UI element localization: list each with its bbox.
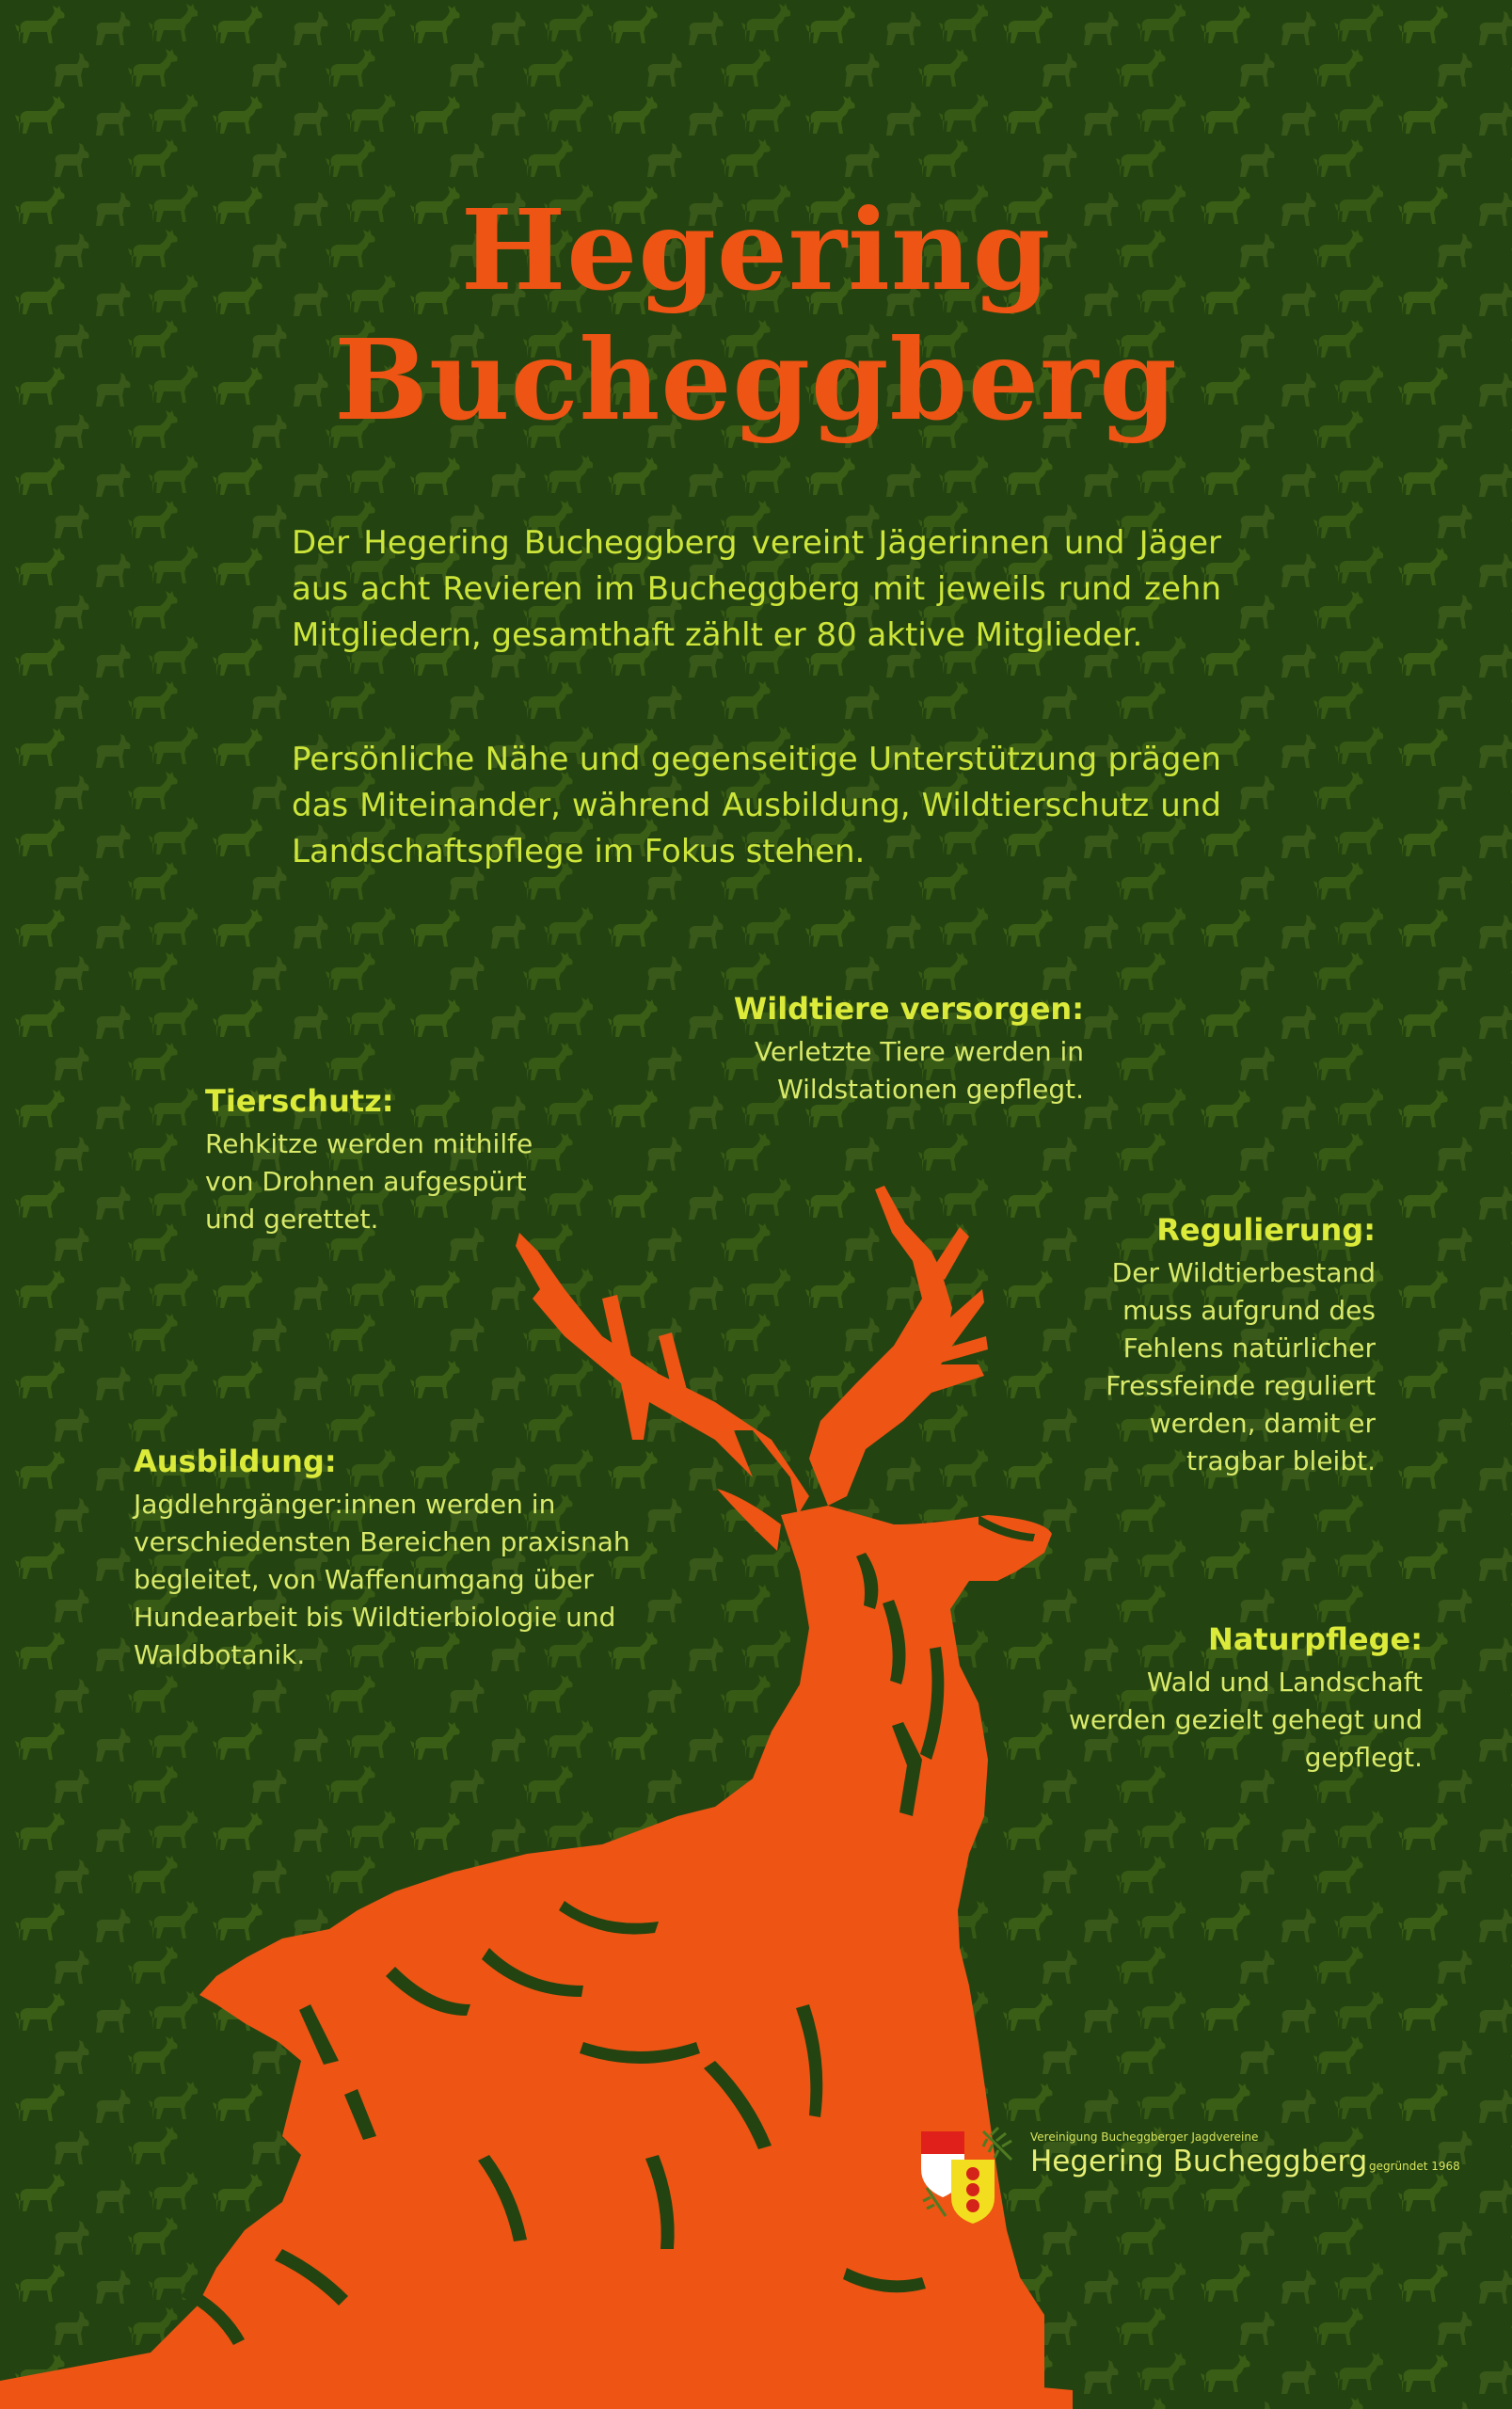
topic-tierschutz bbox=[205, 1082, 581, 1238]
topic-heading: Ausbildung: bbox=[134, 1444, 337, 1479]
page-title-line-1: Hegering bbox=[460, 184, 1052, 315]
topic-text: Wald und Landschaft werden gezielt gehegt und gepflegt. bbox=[1068, 1667, 1423, 1773]
topic-heading: Regulierung: bbox=[1156, 1212, 1376, 1248]
topic-heading: Naturpflege: bbox=[1208, 1621, 1423, 1657]
coat-of-arms-icon bbox=[917, 2122, 1021, 2226]
logo-overline: Vereinigung Bucheggberger Jagdvereine bbox=[1030, 2130, 1259, 2144]
topic-text: Der Wildtierbestand muss aufgrund des Fehlens natürlicher Fressfeinde reguliert werden, damit er tragbar bleibt. bbox=[1106, 1257, 1376, 1476]
topic-ausbildung bbox=[134, 1443, 689, 1674]
topic-text: Jagdlehrgänger:innen werden in verschiedensten Bereichen praxisnah begleitet, von Waffenumgang über Hundearbeit bis Wildtierbiologie und Waldbotanik. bbox=[134, 1489, 630, 1670]
page-title-line-2: Bucheggberg bbox=[334, 314, 1178, 445]
intro-paragraph-1: Der Hegering Bucheggberg vereint Jägerinnen und Jäger aus acht Revieren im Bucheggberg mit jeweils rund zehn Mitgliedern, gesamthaft zählt er 80 aktive Mitglieder. bbox=[292, 524, 1221, 654]
intro-paragraph-2: Persönliche Nähe und gegenseitige Unterstützung prägen das Miteinander, während Ausbildung, Wildtierschutz und Landschaftspflege im Fokus stehen. bbox=[292, 741, 1221, 870]
topic-text: Verletzte Tiere werden in Wildstationen gepflegt. bbox=[754, 1036, 1084, 1105]
topic-text: Rehkitze werden mithilfe von Drohnen aufgespürt und gerettet. bbox=[205, 1128, 533, 1235]
logo-name: Hegering Bucheggberg bbox=[1030, 2145, 1368, 2178]
topic-wildtiere-versorgen bbox=[659, 990, 1084, 1109]
topic-heading: Tierschutz: bbox=[205, 1083, 394, 1119]
topic-regulierung bbox=[1063, 1211, 1376, 1480]
topic-heading: Wildtiere versorgen: bbox=[733, 991, 1084, 1027]
topic-naturpflege bbox=[1065, 1620, 1423, 1777]
logo-founded: gegründet 1968 bbox=[1369, 2160, 1460, 2173]
